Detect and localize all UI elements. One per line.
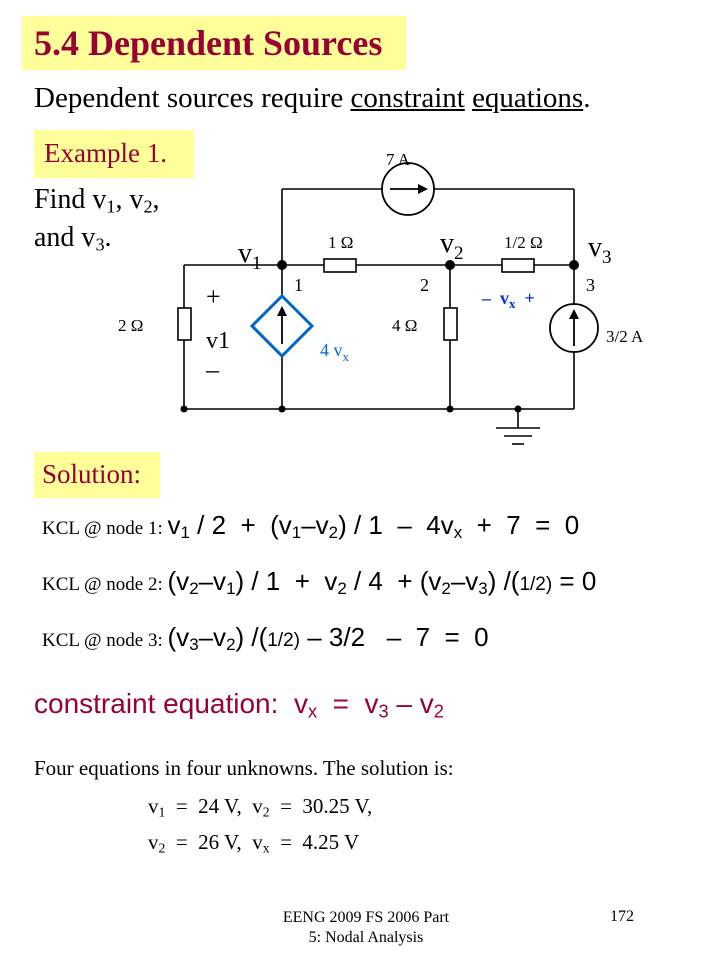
solution-label: Solution: bbox=[42, 459, 142, 489]
footer-course-info: EENG 2009 FS 2006 Part 5: Nodal Analysis bbox=[282, 909, 450, 946]
resistor-1-ohm bbox=[324, 259, 356, 272]
node-voltage-v2: $v_2$ bbox=[440, 228, 464, 264]
task-line-1: Find $v_1$, $v_2$, bbox=[34, 184, 160, 217]
current-source-3-2a-icon bbox=[550, 304, 598, 352]
dependent-current-source-icon bbox=[252, 296, 312, 356]
label-2-ohm: 2 Ω bbox=[118, 316, 144, 335]
subtitle-underlined-word: constraint bbox=[350, 82, 465, 114]
circuit-diagram bbox=[0, 0, 720, 460]
slide-title: 5.4 Dependent Sources bbox=[34, 23, 383, 63]
kcl-node-1-equation: KCL @ node 1: $v_1 / 2 + (v_1-v_2) / 1 - 4v_x + 7 = 0$ bbox=[42, 510, 580, 543]
v1-minus-sign: – bbox=[206, 355, 219, 384]
label-half-ohm: 1/2 Ω bbox=[504, 233, 543, 252]
node-number-3: 3 bbox=[586, 275, 595, 295]
label-3-2a: 3/2 A bbox=[606, 327, 644, 346]
v1-label: v1 bbox=[206, 328, 230, 354]
circuit-node-dots bbox=[181, 260, 580, 413]
node-voltage-v1: $v_1$ bbox=[238, 238, 262, 274]
subtitle-part: . bbox=[583, 82, 591, 114]
node-number-1: 1 bbox=[294, 275, 303, 295]
solution-line-1: $v_1 = 24$ V, $v_2 = 30.25$ V, bbox=[148, 794, 373, 820]
label-1-ohm: 1 Ω bbox=[328, 233, 354, 252]
constraint-equation: constraint equation: $v_x = v_3 - v_2$ bbox=[34, 688, 444, 722]
node-voltage-v3: $v_3$ bbox=[588, 232, 612, 268]
page-number: 172 bbox=[610, 908, 634, 925]
kcl-node-3-equation: KCL @ node 3: $(v_3-v_2)$ /(1/2) – 3/2 – 7 = 0 bbox=[42, 622, 489, 655]
node-number-2: 2 bbox=[420, 275, 429, 295]
current-source-7a-icon bbox=[382, 163, 434, 215]
label-7a: 7 A bbox=[386, 150, 411, 169]
kcl-node-2-equation: KCL @ node 2: $(v_2-v_1) / 1 + v_2 / 4 + (v_2-v_3) /(1/2) = 0$ bbox=[42, 566, 597, 599]
dependent-source-label: 4 $v_x$ bbox=[320, 340, 349, 364]
solution-intro: Four equations in four unknowns. The solution is: bbox=[34, 756, 454, 780]
v1-plus-sign: + bbox=[206, 282, 221, 311]
resistor-2-ohm bbox=[178, 308, 191, 340]
subtitle-part: Dependent sources require bbox=[34, 82, 351, 114]
circuit-wires bbox=[184, 189, 574, 444]
example-label: Example 1. bbox=[44, 138, 167, 168]
subtitle-underlined-word: equations bbox=[472, 82, 584, 114]
label-4-ohm: 4 Ω bbox=[392, 316, 418, 335]
resistor-4-ohm bbox=[444, 308, 457, 340]
solution-line-2: $v_2 = 26$ V, $v_x = 4.25$ V bbox=[148, 830, 360, 856]
resistor-half-ohm bbox=[502, 259, 534, 272]
task-line-2: and $v_3$. bbox=[34, 222, 112, 255]
vx-polarity-label: – $v_x$ + bbox=[482, 288, 535, 311]
